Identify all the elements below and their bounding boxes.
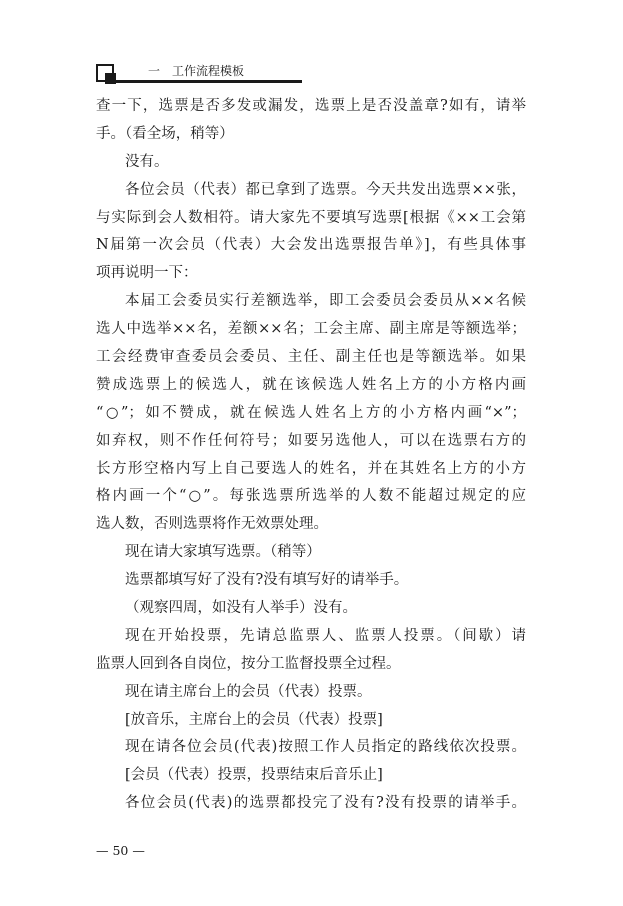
text-line: 现在请大家填写选票。（稍等） (125, 544, 321, 561)
text-line: 现在请各位会员(代表)按照工作人员指定的路线依次投票。 (125, 739, 526, 756)
text-line: 如弃权，则不作任何符号；如要另选他人，可以在选票右方的 (96, 432, 526, 449)
text-line: 选人中选举××名，差额××名；工会主席、副主席是等额选举； (96, 321, 526, 338)
text-line: 现在开始投票，先请总监票人、监票人投票。（间歇）请 (125, 627, 526, 644)
text-line: 格内画一个“○”。每张选票所选举的人数不能超过规定的应 (96, 488, 526, 505)
text-line: 项再说明一下： (96, 265, 198, 282)
running-header (96, 60, 302, 86)
text-line: N届第一次会员（代表）大会发出选票报告单》]，有些具体事 (96, 237, 526, 254)
text-line: 工会经费审查委员会委员、主任、副主任也是等额选举。如果 (96, 349, 526, 366)
text-line: 现在请主席台上的会员（代表）投票。 (125, 683, 372, 700)
body-text (96, 93, 526, 818)
text-line: [会员（代表）投票，投票结束后音乐止] (125, 767, 383, 784)
text-line: 查一下，选票是否多发或漏发，选票上是否没盖章?如有，请举 (96, 98, 526, 114)
text-line: “○”；如不赞成，就在候选人姓名上方的小方格内画“×”； (96, 404, 526, 421)
text-line: 各位会员(代表)的选票都投完了没有?没有投票的请举手。 (125, 795, 526, 812)
text-line: 监票人回到各自岗位，按分工监督投票全过程。 (96, 655, 401, 672)
header-rule (112, 80, 302, 83)
text-line: 赞成选票上的候选人，就在该候选人姓名上方的小方格内画 (96, 376, 526, 393)
text-line: 本届工会委员实行差额选举，即工会委员会委员从××名候 (125, 293, 526, 310)
text-line: 选人数，否则选票将作无效票处理。 (96, 516, 328, 533)
text-line: [放音乐，主席台上的会员（代表）投票] (125, 711, 383, 728)
text-line: （观察四周，如没有人举手）没有。 (125, 600, 357, 617)
text-line: 各位会员（代表）都已拿到了选票。今天共发出选票××张， (125, 181, 526, 198)
text-line: 手。（看全场，稍等） (96, 125, 234, 142)
header-title: 一 工作流程模板 (148, 64, 245, 78)
text-line: 没有。 (125, 153, 169, 170)
page-number: — 50 — (96, 843, 145, 858)
text-line: 长方形空格内写上自己要选人的姓名，并在其姓名上方的小方 (96, 460, 526, 477)
text-line: 选票都填写好了没有?没有填写好的请举手。 (125, 572, 409, 589)
text-line: 与实际到会人数相符。请大家先不要填写选票[根据《××工会第 (96, 209, 526, 226)
